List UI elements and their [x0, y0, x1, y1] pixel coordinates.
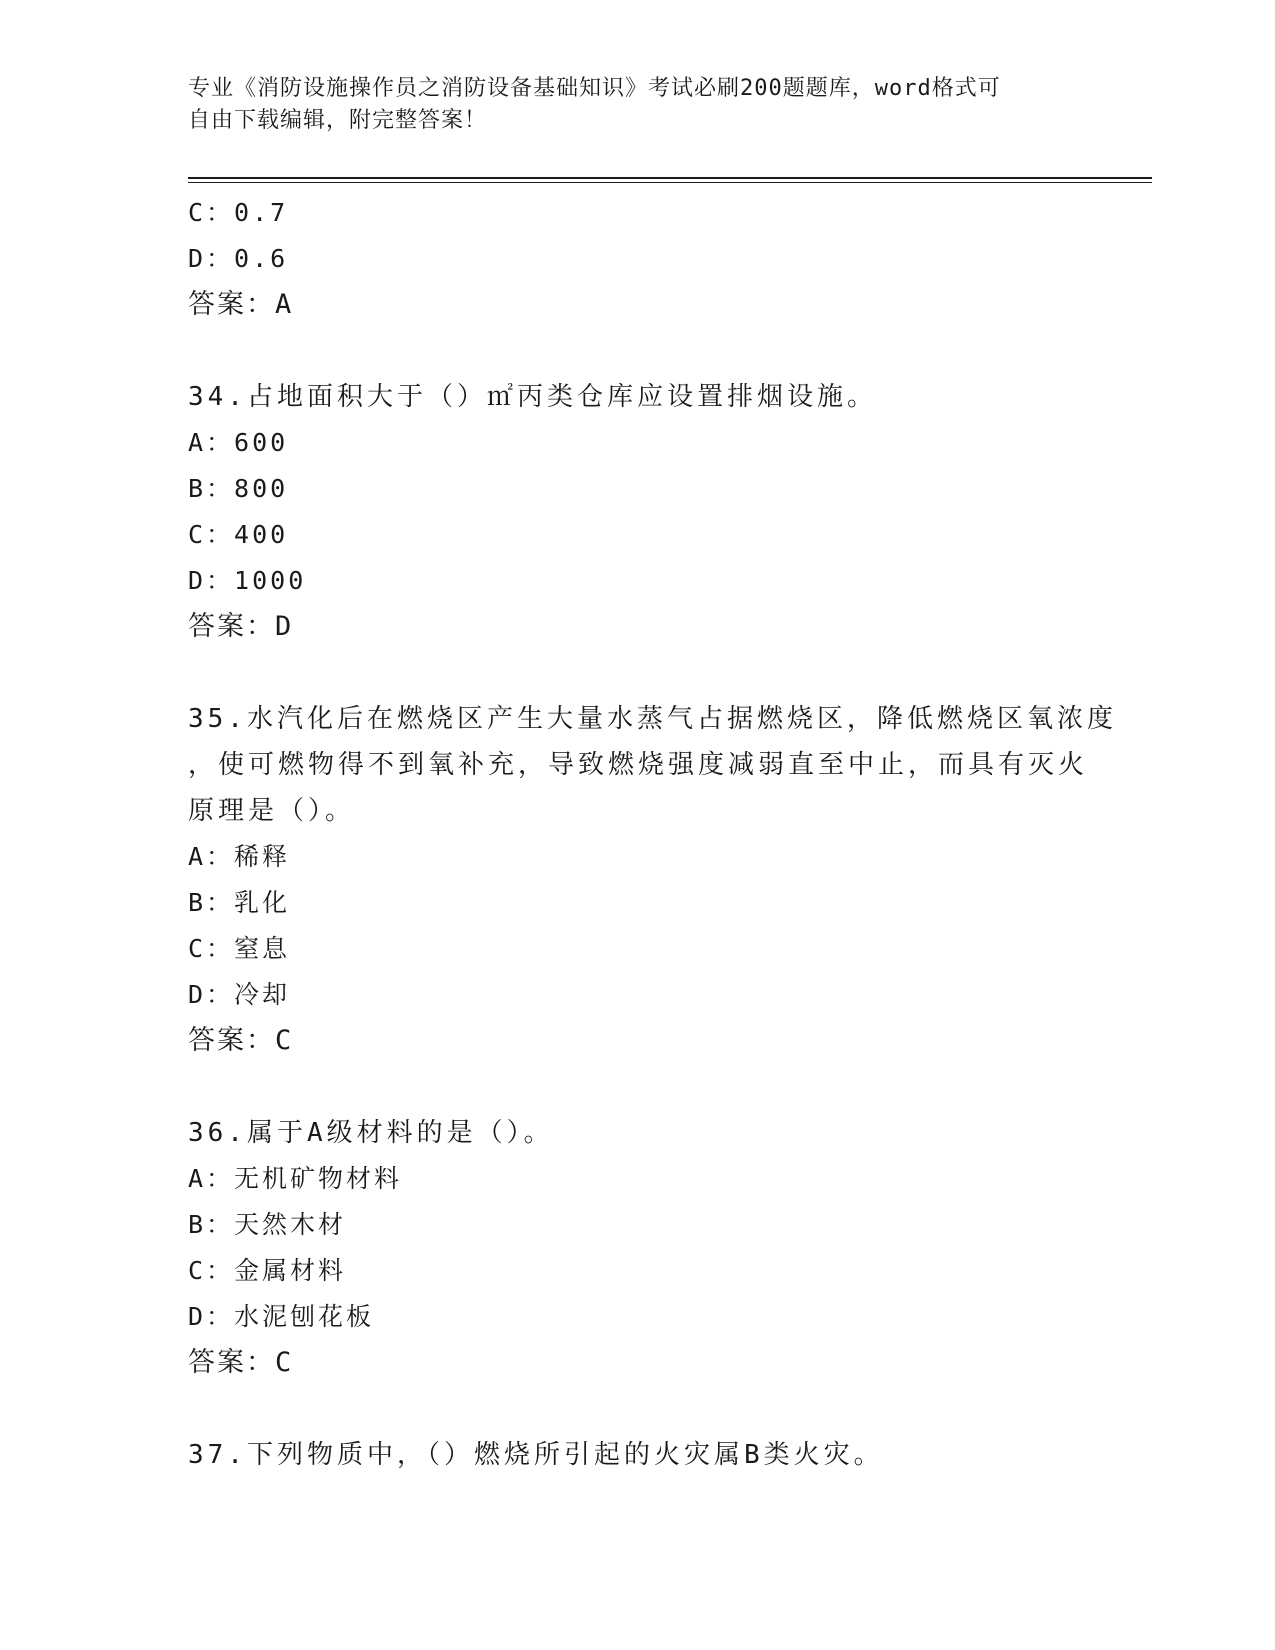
question-body — [188, 190, 1117, 1478]
answer-line: 答案：D — [188, 611, 294, 642]
option-a: A：稀释 — [188, 842, 291, 871]
option-b: B：天然木材 — [188, 1210, 347, 1239]
option-b: B：乳化 — [188, 888, 291, 917]
answer-line: 答案：C — [188, 1347, 294, 1378]
question-34-text: 34.占地面积大于（）㎡丙类仓库应设置排烟设施。 — [188, 382, 877, 412]
option-d: D：冷却 — [188, 980, 291, 1009]
spacer — [188, 650, 1088, 696]
header-title-line-2: 自由下载编辑，附完整答案！ — [188, 108, 488, 133]
option-d: D：0.6 — [188, 244, 289, 273]
option-c: C：0.7 — [188, 198, 289, 227]
option-b: B：800 — [188, 474, 289, 503]
header-divider-thick — [188, 177, 1152, 179]
question-35-text-line-1: 35.水汽化后在燃烧区产生大量水蒸气占据燃烧区，降低燃烧区氧浓度 — [188, 704, 1117, 734]
answer-line: 答案：A — [188, 289, 294, 320]
spacer — [188, 1386, 1088, 1432]
option-c: C：窒息 — [188, 934, 291, 963]
option-d: D：水泥刨花板 — [188, 1302, 375, 1331]
question-35-text-line-3: 原理是（）。 — [188, 796, 356, 826]
option-c: C：金属材料 — [188, 1256, 347, 1285]
question-35-text-line-2: ，使可燃物得不到氧补充，导致燃烧强度减弱直至中止，而具有灭火 — [188, 750, 1089, 780]
option-a: A：600 — [188, 428, 289, 457]
question-37-text: 37.下列物质中，（）燃烧所引起的火灾属B类火灾。 — [188, 1440, 884, 1470]
document-header — [188, 73, 1088, 137]
option-c: C：400 — [188, 520, 289, 549]
answer-line: 答案：C — [188, 1025, 294, 1056]
spacer — [188, 1064, 1088, 1110]
option-a: A：无机矿物材料 — [188, 1164, 403, 1193]
question-36-text: 36.属于A级材料的是（）。 — [188, 1118, 554, 1148]
header-title-line-1: 专业《消防设施操作员之消防设备基础知识》考试必刷200题题库，word格式可 — [188, 76, 1001, 101]
option-d: D：1000 — [188, 566, 307, 595]
header-divider-thin — [188, 182, 1152, 183]
spacer — [188, 328, 1088, 374]
